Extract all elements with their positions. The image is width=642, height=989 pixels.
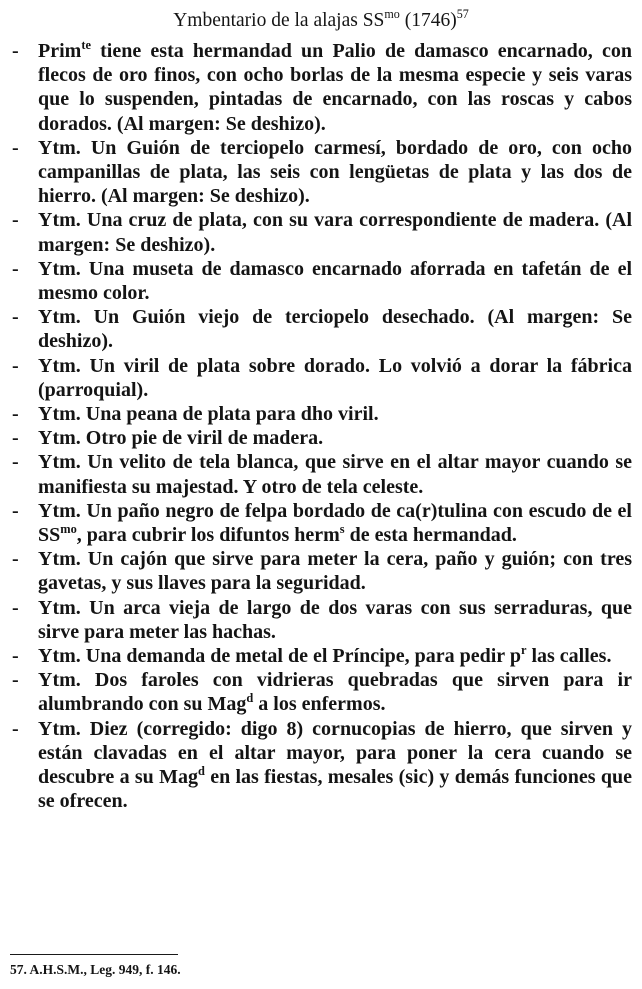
list-item: - Ytm. Un paño negro de felpa bordado de ca(r)tulina con escudo de el $SS^{mo}$, para cubrir los difuntos herm$^s$ de esta hermandad. [12, 499, 632, 547]
list-item: - Ytm. Una demanda de metal de el Príncipe, para pedir $p^r$ las calles. [12, 642, 612, 668]
bullet-dash: - [12, 306, 19, 329]
page-title [0, 8, 642, 34]
bullet-dash: - [12, 40, 19, 62]
bullet-dash: - [12, 136, 19, 159]
bullet-dash: - [12, 354, 19, 377]
bullet-dash: - [12, 209, 19, 232]
bullet-dash: - [12, 596, 19, 619]
bullet-dash: - [12, 451, 19, 474]
bullet-dash: - [12, 717, 19, 740]
bullet-dash: - [12, 548, 19, 571]
bullet-dash: - [12, 403, 19, 426]
title-superscript: mo [384, 6, 400, 21]
list-item: - Ytm. Un Guión viejo de terciopelo desechado. (Al margen: Se deshizo). [12, 306, 632, 353]
bullet-dash: - [12, 669, 19, 692]
bullet-dash: - [12, 499, 19, 522]
list-item: - Ytm. Una cruz de plata, con su vara correspondiente de madera. (Al margen: Se deshizo). [12, 209, 632, 256]
title-year: (1746) [404, 10, 457, 31]
inventory-list [10, 39, 632, 814]
list-item: - Ytm. Una peana de plata para dho viril. [12, 403, 379, 426]
bullet-dash: - [12, 645, 19, 668]
list-item: - Ytm. Otro pie de viril de madera. [12, 427, 324, 450]
bullet-dash: - [12, 427, 19, 450]
bullet-dash: - [12, 257, 19, 280]
list-item: - Ytm. Un arca vieja de largo de dos varas con sus serraduras, que sirve para meter las hachas. [12, 596, 632, 643]
list-item: - Ytm. Un Guión de terciopelo carmesí, bordado de oro, con ocho campanillas de plata, las seis con lengüetas de plata y las dos de hierro. (Al margen: Se deshizo). [12, 136, 632, 208]
list-item: - Ytm. Una museta de damasco encarnado aforrada en tafetán de el mesmo color. [12, 257, 632, 305]
list-item: - Ytm. Diez (corregido: digo 8) cornucopias de hierro, que sirven y están clavadas en el altar mayor, para poner la cera cuando se descubre a su Mag$^d$ en las fiestas, mesales (sic) y demás funciones que se ofrecen. [12, 717, 632, 813]
list-item: - Prim$^{te}$ tiene esta hermandad un Palio de damasco encarnado, con flecos de oro finos, con ocho borlas de la mesma especie y seis varas que lo suspenden, pintadas de encarnado, con las roscas y cabos dorados. (Al margen: Se deshizo). [12, 37, 632, 135]
footnote: 57. A.H.S.M., Leg. 949, f. 146. [10, 962, 181, 977]
list-item: - Ytm. Dos faroles con vidrieras quebradas que sirven para ir alumbrando con su Mag$^d$ a los enfermos. [12, 669, 632, 716]
list-item: - Ytm. Un velito de tela blanca, que sirve en el altar mayor cuando se manifiesta su majestad. Y otro de tela celeste. [12, 451, 632, 498]
footnote-reference: 57 [456, 6, 469, 21]
list-item: - Ytm. Un cajón que sirve para meter la cera, paño y guión; con tres gavetas, y sus llaves para la seguridad. [12, 548, 632, 595]
list-item: - Ytm. Un viril de plata sobre dorado. Lo volvió a dorar la fábrica (parroquial). [12, 354, 632, 401]
title-text: Ymbentario de la alajas SS [173, 10, 385, 31]
footnote-divider [10, 954, 178, 955]
